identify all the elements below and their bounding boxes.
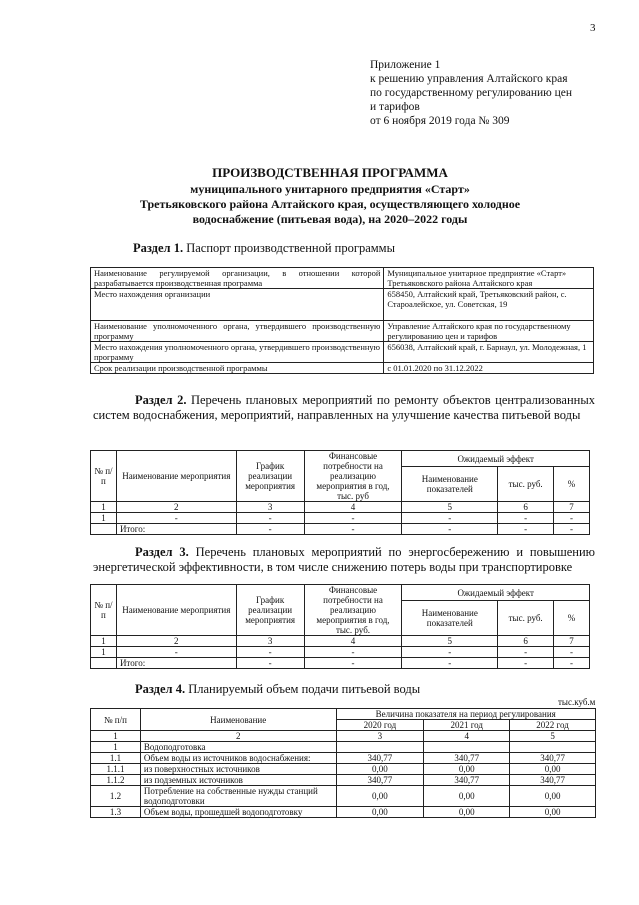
table-row [91,764,596,775]
col-header: Ожидаемый эффект [402,451,590,467]
table-cell: 3 [236,502,304,513]
table-row [91,742,596,753]
table-cell: - [236,524,304,535]
table-row [91,321,594,342]
section3-heading [93,545,595,575]
table-cell: - [236,647,304,658]
table-cell: 5 [402,502,498,513]
table-cell: - [304,658,402,669]
col-header: № п/п [91,709,141,731]
table-cell: 7 [554,636,590,647]
table-cell: 1 [91,742,141,753]
table-cell: 0,00 [424,764,510,775]
table-cell: 5 [510,731,596,742]
table-cell: 1.2 [91,786,141,807]
col-header: 2022 год [510,720,596,731]
section2-table [90,450,590,535]
unit-label: тыс.куб.м [558,697,596,707]
col-header: Величина показателя на период регулирования [336,709,596,720]
table-row [91,753,596,764]
section4-title: Планируемый объем подачи питьевой воды [188,682,421,696]
table-cell: - [304,513,402,524]
passport-cell: Муниципальное унитарное предприятие «Старт» Третьяковского района Алтайского края [384,268,594,289]
total-label: Итого: [116,524,236,535]
table-cell: из поверхностных источников [140,764,336,775]
table-cell: Объем воды, прошедшей водоподготовку [140,807,336,818]
appendix-line: к решению управления Алтайского края [370,73,568,85]
table-cell: 2 [116,636,236,647]
table-cell: 0,00 [510,807,596,818]
appendix-line: и тарифов [370,101,420,113]
table-row [91,451,590,467]
table-cell: 7 [554,502,590,513]
table-cell [424,742,510,753]
table-cell: 0,00 [336,807,424,818]
doc-subtitle: муниципального унитарного предприятия «Старт» [190,182,470,196]
table-cell: 1.3 [91,807,141,818]
table-cell: 1 [91,731,141,742]
col-header: Наименование показателей [402,601,498,636]
table-cell: 1 [91,502,117,513]
page-number: 3 [590,22,596,34]
table-cell: 2 [116,502,236,513]
table-cell: 0,00 [510,786,596,807]
col-header: Ожидаемый эффект [402,585,590,601]
table-cell: - [554,513,590,524]
table-row [91,647,590,658]
col-header: 2020 год [336,720,424,731]
table-cell: 1 [91,636,117,647]
appendix-line: от 6 ноября 2019 года № 309 [370,115,510,127]
col-header: Финансовые потребности на реализацию мероприятия в год, тыс. руб [304,451,402,502]
table-cell: 0,00 [424,786,510,807]
section1-label: Раздел 1. [133,241,184,255]
table-row [91,709,596,720]
section2-heading [93,393,595,423]
table-cell: 3 [236,636,304,647]
table-cell: - [116,647,236,658]
col-header: Финансовые потребности на реализацию мероприятия в год, тыс. руб. [304,585,402,636]
col-header: Наименование мероприятия [116,451,236,502]
col-header: График реализации мероприятия [236,451,304,502]
table-cell: 340,77 [424,753,510,764]
table-cell: 4 [304,636,402,647]
table-cell: 340,77 [424,775,510,786]
col-header: Наименование мероприятия [116,585,236,636]
section4-heading [135,682,420,697]
col-header: Наименование [140,709,336,731]
table-cell [336,742,424,753]
col-header: % [554,601,590,636]
table-cell: 1 [91,513,117,524]
table-cell: из подземных источников [140,775,336,786]
col-header: График реализации мероприятия [236,585,304,636]
section3-table [90,584,590,669]
table-cell: - [554,658,590,669]
table-cell: 1.1.1 [91,764,141,775]
table-cell: - [402,513,498,524]
table-cell: Потребление на собственные нужды станций водоподготовки [140,786,336,807]
table-cell: 6 [498,502,554,513]
table-cell: - [402,658,498,669]
table-cell: - [498,647,554,658]
appendix-line: по государственному регулированию цен [370,87,573,99]
table-row [91,268,594,289]
doc-subtitle: Третьяковского района Алтайского края, осуществляющего холодное [139,197,521,211]
table-cell: 4 [424,731,510,742]
table-row [91,731,596,742]
table-cell: - [498,513,554,524]
doc-title: ПРОИЗВОДСТВЕННАЯ ПРОГРАММА [212,165,448,180]
table-cell: - [498,658,554,669]
table-cell: - [402,524,498,535]
table-cell: - [236,658,304,669]
table-cell: 6 [498,636,554,647]
table-cell: 0,00 [424,807,510,818]
table-row [91,289,594,321]
passport-cell: 656038, Алтайский край, г. Барнаул, ул. Молодежная, 1 [384,342,594,363]
table-cell: 0,00 [336,786,424,807]
doc-subtitle: водоснабжение (питьевая вода), на 2020–2022 годы [192,212,468,226]
appendix-block [370,58,630,128]
passport-cell: Место нахождения организации [91,289,384,321]
section1-title: Паспорт производственной программы [186,241,395,255]
table-cell: 340,77 [336,753,424,764]
table-row [91,807,596,818]
table-cell: 340,77 [336,775,424,786]
table-cell: 1.1.2 [91,775,141,786]
table-row [91,775,596,786]
table-cell: - [304,647,402,658]
table-cell: 2 [140,731,336,742]
total-label: Итого: [116,658,236,669]
col-header: № п/п [91,585,117,636]
passport-cell: с 01.01.2020 по 31.12.2022 [384,363,594,374]
table-cell: - [304,524,402,535]
table-cell: - [236,513,304,524]
table-cell: - [498,524,554,535]
table-row [91,342,594,363]
section1-heading [133,241,395,256]
passport-table [90,267,594,374]
section4-table [90,708,596,818]
table-cell: 3 [336,731,424,742]
col-header: Наименование показателей [402,467,498,502]
table-cell [510,742,596,753]
col-header: № п/п [91,451,117,502]
passport-cell: Наименование уполномоченного органа, утвердившего производственную программу [91,321,384,342]
table-cell: - [554,647,590,658]
table-cell: - [402,647,498,658]
col-header: тыс. руб. [498,601,554,636]
table-cell: Объем воды из источников водоснабжения: [140,753,336,764]
table-row [91,524,590,535]
table-cell: 340,77 [510,753,596,764]
passport-cell: Место нахождения уполномоченного органа, утвердившего производственную программу [91,342,384,363]
section3-text: Перечень плановых мероприятий по энергосбережению и повышению энергетической эффективности, в том числе снижению потерь воды при транспортировке [93,545,596,574]
table-row [91,658,590,669]
table-row [91,502,590,513]
table-cell: - [554,524,590,535]
passport-cell: Наименование регулируемой организации, в отношении которой разрабатывается производственная программа [91,268,384,289]
table-cell: 340,77 [510,775,596,786]
col-header: 2021 год [424,720,510,731]
section4-label: Раздел 4. [135,682,186,696]
section2-text: Перечень плановых мероприятий по ремонту объектов централизованных систем водоснабжения, мероприятий, направленных на улучшение качества питьевой воды [93,393,595,422]
passport-cell: Управление Алтайского края по государственному регулированию цен и тарифов [384,321,594,342]
section2-label: Раздел 2. [135,393,187,407]
table-row [91,513,590,524]
col-header: тыс. руб. [498,467,554,502]
table-cell: 5 [402,636,498,647]
passport-cell: Срок реализации производственной программы [91,363,384,374]
col-header: % [554,467,590,502]
passport-cell: 658450, Алтайский край, Третьяковский район, с. Староалейское, ул. Советская, 19 [384,289,594,321]
table-cell: Водоподготовка [140,742,336,753]
appendix-line: Приложение 1 [370,59,441,71]
table-row [91,585,590,601]
table-row [91,363,594,374]
table-cell: 4 [304,502,402,513]
table-cell: 1 [91,647,117,658]
table-cell: 1.1 [91,753,141,764]
table-cell: 0,00 [510,764,596,775]
table-row [91,636,590,647]
section3-label: Раздел 3. [135,545,189,559]
table-cell: - [116,513,236,524]
table-row [91,786,596,807]
table-cell: 0,00 [336,764,424,775]
